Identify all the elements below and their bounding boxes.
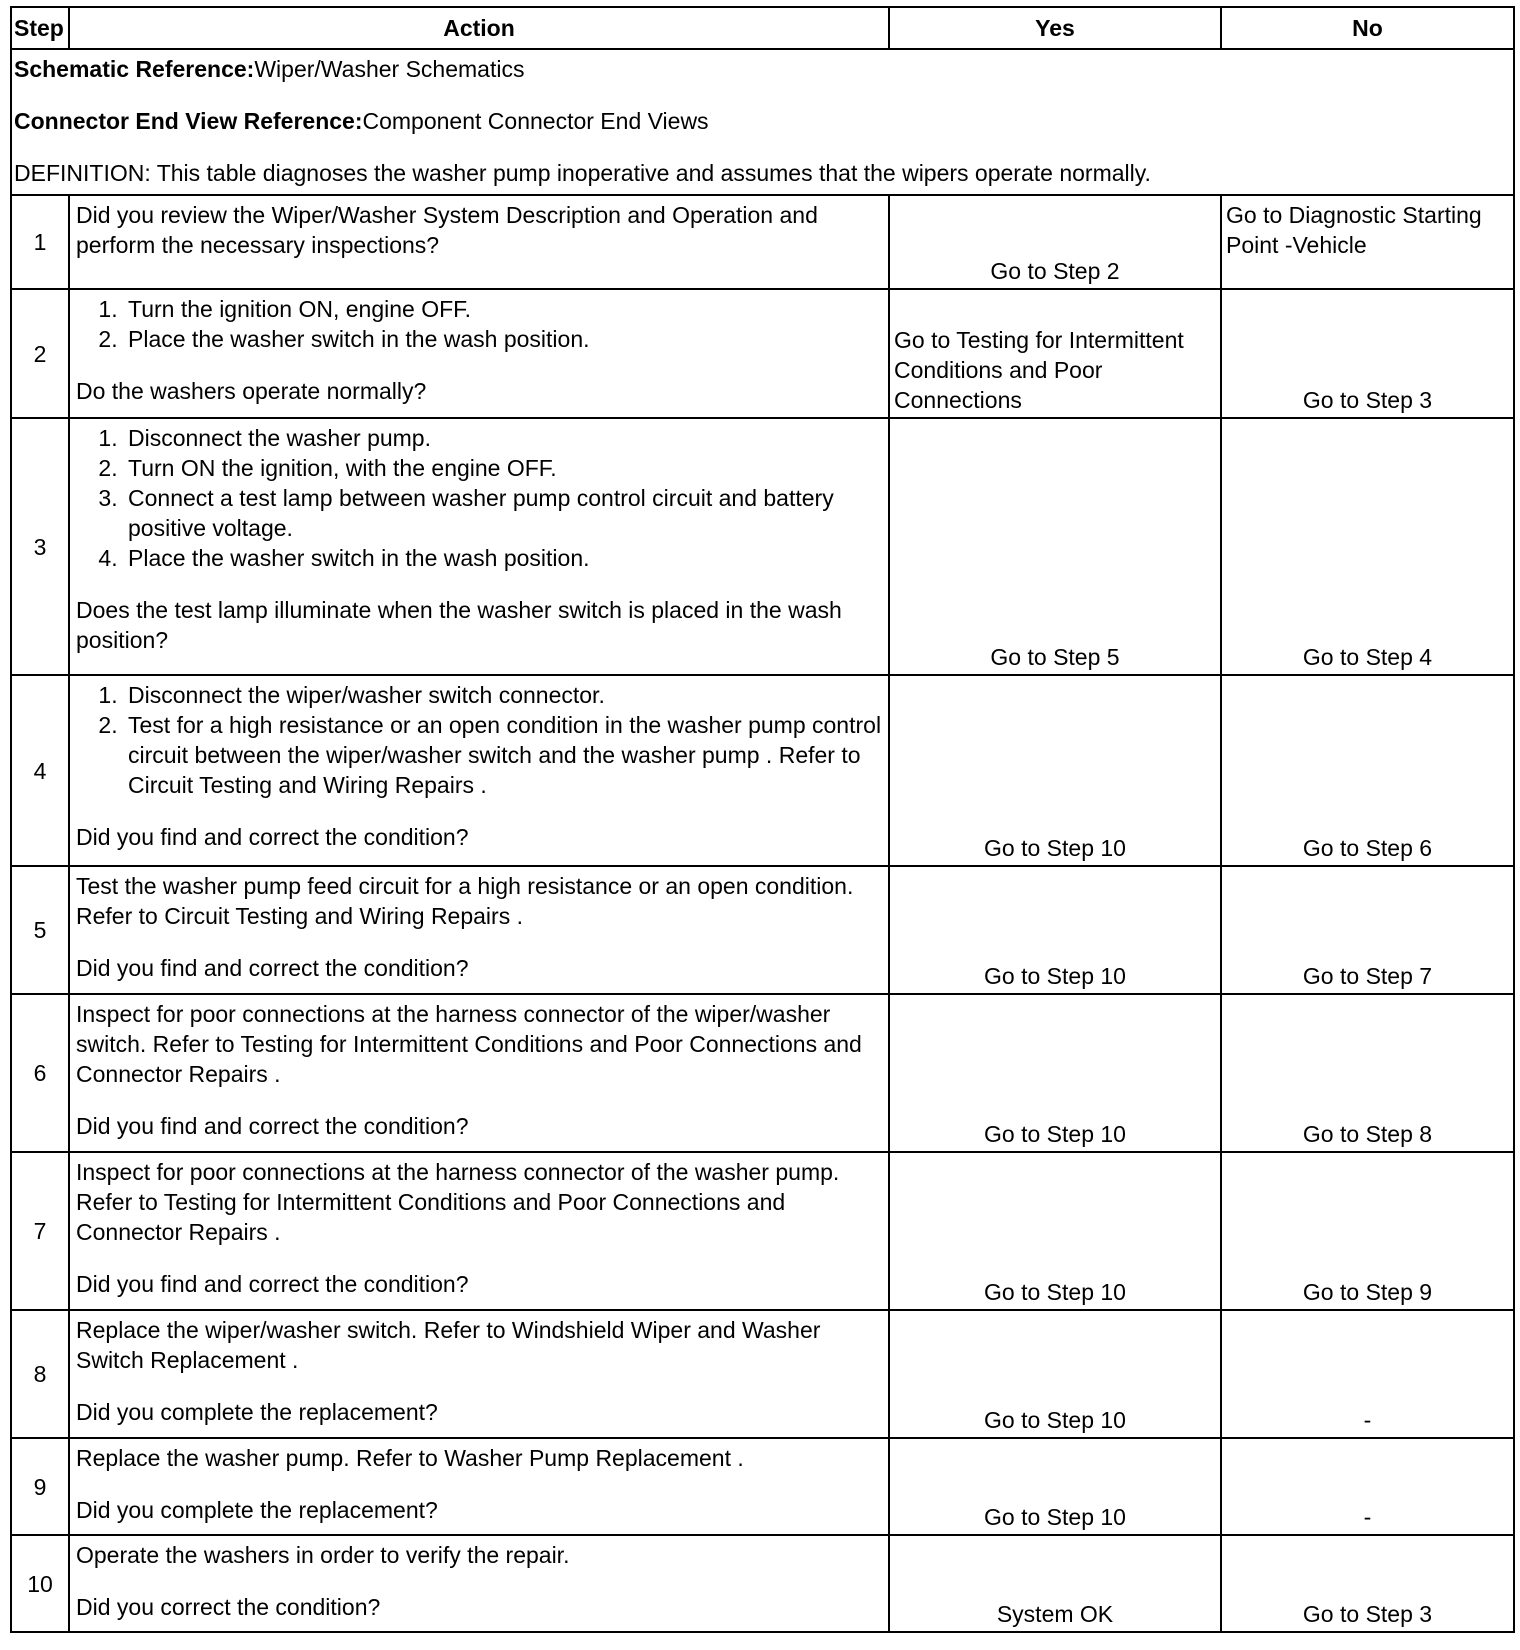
connector-reference <box>14 106 1511 136</box>
step-number: 4 <box>11 675 69 866</box>
action-question: Did you find and correct the condition? <box>76 1113 469 1139</box>
action-cell <box>69 418 889 675</box>
action-question: Did you find and correct the condition? <box>76 824 469 850</box>
yes-cell[interactable]: Go to Testing for Intermittent Conditions and Poor Connections <box>889 289 1221 418</box>
table-row <box>11 1310 1514 1438</box>
schematic-reference-label: Schematic Reference: <box>14 56 255 82</box>
no-cell[interactable]: Go to Step 6 <box>1221 675 1514 866</box>
no-cell: - <box>1221 1438 1514 1535</box>
schematic-reference <box>14 54 1511 84</box>
action-cell <box>69 866 889 994</box>
step-number: 8 <box>11 1310 69 1438</box>
yes-cell[interactable]: Go to Step 10 <box>889 675 1221 866</box>
table-row <box>11 1152 1514 1310</box>
step-number: 6 <box>11 994 69 1152</box>
yes-cell[interactable]: Go to Step 5 <box>889 418 1221 675</box>
instruction-list <box>76 423 882 573</box>
action-question: Did you correct the condition? <box>76 1594 381 1620</box>
step-number: 7 <box>11 1152 69 1310</box>
action-cell <box>69 675 889 866</box>
step-number: 2 <box>11 289 69 418</box>
action-question: Did you find and correct the condition? <box>76 1271 469 1297</box>
reference-cell <box>11 49 1514 195</box>
yes-cell: System OK <box>889 1535 1221 1632</box>
table-row <box>11 675 1514 866</box>
list-item: 3. Connect a test lamp between washer pump control circuit and battery positive voltage. <box>124 483 882 543</box>
no-cell[interactable]: Go to Step 9 <box>1221 1152 1514 1310</box>
table-row <box>11 195 1514 289</box>
header-no: No <box>1221 7 1514 49</box>
action-text: Replace the wiper/washer switch. Refer to Windshield Wiper and Washer Switch Replacement . <box>76 1317 821 1373</box>
instruction-list <box>76 294 882 354</box>
no-cell: - <box>1221 1310 1514 1438</box>
list-item: 1. Disconnect the washer pump. <box>124 423 882 453</box>
yes-cell[interactable]: Go to Step 10 <box>889 1152 1221 1310</box>
action-question: Did you find and correct the condition? <box>76 955 469 981</box>
yes-cell[interactable]: Go to Step 10 <box>889 1438 1221 1535</box>
action-text: Did you review the Wiper/Washer System Description and Operation and perform the necessary inspections? <box>76 202 818 258</box>
no-cell[interactable]: Go to Step 4 <box>1221 418 1514 675</box>
list-item: 1. Disconnect the wiper/washer switch connector. <box>124 680 882 710</box>
schematic-reference-link[interactable]: Wiper/Washer Schematics <box>254 56 525 82</box>
table-row <box>11 418 1514 675</box>
no-cell[interactable]: Go to Step 3 <box>1221 1535 1514 1632</box>
action-cell <box>69 1535 889 1632</box>
action-cell <box>69 195 889 289</box>
reference-row <box>11 49 1514 195</box>
step-number: 10 <box>11 1535 69 1632</box>
diagnostic-table <box>10 6 1515 1633</box>
action-text: Replace the washer pump. Refer to Washer Pump Replacement . <box>76 1445 744 1471</box>
action-cell <box>69 289 889 418</box>
action-text: Inspect for poor connections at the harness connector of the wiper/washer switch. Refer to Testing for Intermittent Conditions and Poor Connections and Connector Repairs . <box>76 1001 862 1087</box>
list-item: 2. Place the washer switch in the wash position. <box>124 324 882 354</box>
no-cell[interactable]: Go to Diagnostic Starting Point -Vehicle <box>1221 195 1514 289</box>
table-row <box>11 1535 1514 1632</box>
instruction-list <box>76 680 882 800</box>
yes-cell[interactable]: Go to Step 2 <box>889 195 1221 289</box>
yes-cell[interactable]: Go to Step 10 <box>889 1310 1221 1438</box>
header-row <box>11 7 1514 49</box>
action-text: Test the washer pump feed circuit for a high resistance or an open condition. Refer to Circuit Testing and Wiring Repairs . <box>76 873 854 929</box>
no-cell[interactable]: Go to Step 7 <box>1221 866 1514 994</box>
step-number: 3 <box>11 418 69 675</box>
step-number: 9 <box>11 1438 69 1535</box>
connector-reference-label: Connector End View Reference: <box>14 108 363 134</box>
action-question: Did you complete the replacement? <box>76 1497 438 1523</box>
action-cell <box>69 1438 889 1535</box>
header-yes: Yes <box>889 7 1221 49</box>
definition-text: DEFINITION: This table diagnoses the washer pump inoperative and assumes that the wipers operate normally. <box>14 160 1151 186</box>
connector-reference-link[interactable]: Component Connector End Views <box>362 108 709 134</box>
list-item: 1. Turn the ignition ON, engine OFF. <box>124 294 882 324</box>
table-row <box>11 289 1514 418</box>
header-action: Action <box>69 7 889 49</box>
list-item: 2. Turn ON the ignition, with the engine OFF. <box>124 453 882 483</box>
yes-cell[interactable]: Go to Step 10 <box>889 994 1221 1152</box>
action-cell <box>69 994 889 1152</box>
action-question: Did you complete the replacement? <box>76 1399 438 1425</box>
action-question: Does the test lamp illuminate when the washer switch is placed in the wash position? <box>76 597 842 653</box>
action-cell <box>69 1310 889 1438</box>
step-number: 1 <box>11 195 69 289</box>
action-text: Inspect for poor connections at the harness connector of the washer pump. Refer to Testing for Intermittent Conditions and Poor Connections and Connector Repairs . <box>76 1159 840 1245</box>
no-cell[interactable]: Go to Step 3 <box>1221 289 1514 418</box>
list-item: 2. Test for a high resistance or an open condition in the washer pump control circuit between the wiper/washer switch and the washer pump . Refer to Circuit Testing and Wiring Repairs . <box>124 710 882 800</box>
action-text: Operate the washers in order to verify the repair. <box>76 1542 570 1568</box>
action-cell <box>69 1152 889 1310</box>
list-item: 4. Place the washer switch in the wash position. <box>124 543 882 573</box>
action-question: Do the washers operate normally? <box>76 378 427 404</box>
table-row <box>11 994 1514 1152</box>
header-step: Step <box>11 7 69 49</box>
no-cell[interactable]: Go to Step 8 <box>1221 994 1514 1152</box>
step-number: 5 <box>11 866 69 994</box>
table-row <box>11 866 1514 994</box>
table-row <box>11 1438 1514 1535</box>
yes-cell[interactable]: Go to Step 10 <box>889 866 1221 994</box>
